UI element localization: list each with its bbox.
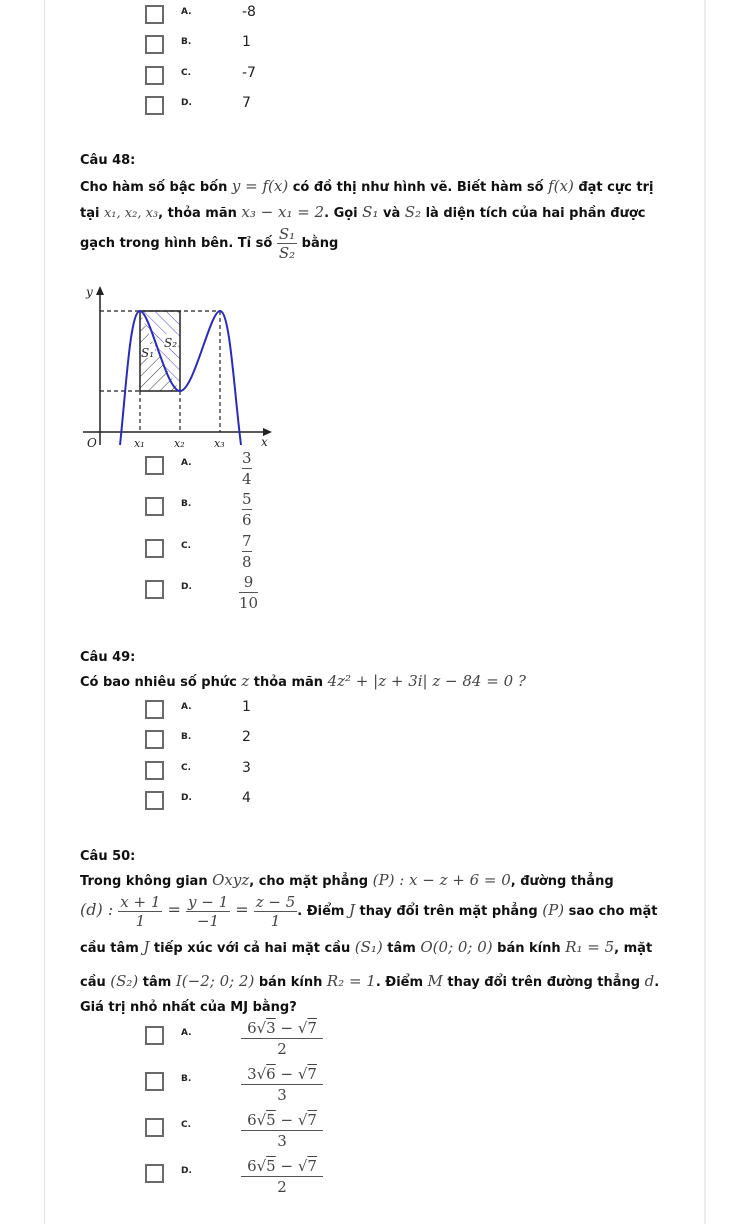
option-label: B.: [181, 499, 192, 509]
text: , cho mặt phẳng: [249, 874, 373, 889]
checkbox[interactable]: [145, 730, 164, 749]
math: y = f(x): [231, 177, 289, 195]
q50-text-line3: [80, 939, 652, 957]
text: gạch trong hình bên. Tỉ số: [80, 236, 277, 251]
text: bằng: [297, 236, 339, 251]
text: Cho hàm số bậc bốn: [80, 180, 232, 195]
numerator: 7: [242, 532, 252, 550]
denominator: −1: [186, 911, 230, 930]
text: .: [654, 975, 660, 990]
fraction: [277, 225, 297, 262]
q49-text-line1: [80, 673, 526, 691]
numerator: 6√3 − √7: [247, 1019, 317, 1037]
checkbox[interactable]: [145, 1026, 164, 1045]
y-axis-arrow-icon: [96, 286, 104, 295]
option-value: 1: [242, 699, 251, 715]
x2-label: x₂: [174, 437, 185, 450]
math: f(x): [548, 177, 574, 195]
text: Có bao nhiêu số phức: [80, 675, 242, 690]
minus: −: [275, 1065, 298, 1083]
math: (P) : x − z + 6 = 0: [372, 871, 511, 889]
checkbox[interactable]: [145, 5, 164, 24]
math: (P): [542, 901, 565, 919]
option-fraction: [239, 572, 258, 613]
s1-label: S₁: [141, 346, 155, 360]
checkbox[interactable]: [145, 66, 164, 85]
s2-label: S₂: [164, 336, 178, 350]
option-fraction: [241, 1018, 323, 1059]
numerator: 6√5 − √7: [247, 1111, 317, 1129]
q49-title: Câu 49:: [80, 650, 136, 665]
math: (S₁): [354, 938, 383, 956]
math: (S₂): [110, 972, 139, 990]
option-label: B.: [181, 1074, 192, 1084]
checkbox[interactable]: [145, 1118, 164, 1137]
fraction: [118, 893, 162, 930]
numerator: x + 1: [120, 893, 161, 911]
equals: =: [230, 900, 254, 919]
math: z: [241, 672, 250, 690]
text: là diện tích của hai phần được: [421, 206, 646, 221]
coef: 6: [247, 1157, 257, 1175]
radicand: 6: [266, 1065, 276, 1083]
option-fraction: [241, 1064, 323, 1105]
math: M: [427, 972, 443, 990]
q50-text-line4: [80, 973, 659, 991]
q48-text-line1: [80, 178, 653, 196]
text: bán kính: [492, 941, 566, 956]
text: , thỏa mãn: [158, 206, 242, 221]
text: cầu tâm: [80, 941, 144, 956]
radicand: 7: [307, 1111, 317, 1129]
denominator: 6: [242, 511, 252, 529]
denominator: 8: [242, 553, 252, 571]
math: (d) :: [80, 900, 119, 919]
coef: 3: [247, 1065, 257, 1083]
q48-text-line3: [80, 225, 338, 262]
x1-label: x₁: [134, 437, 145, 450]
minus: −: [275, 1111, 298, 1129]
option-value: -7: [242, 65, 256, 81]
q50-text-line5: Giá trị nhỏ nhất của MJ bằng?: [80, 1000, 297, 1015]
radicand: 5: [266, 1157, 276, 1175]
q48-title: Câu 48:: [80, 153, 136, 168]
option-label: A.: [181, 1028, 192, 1038]
math: x₁, x₂, x₃: [103, 206, 159, 221]
option-label: C.: [181, 68, 192, 78]
numerator: 5: [242, 490, 252, 508]
text: . Gọi: [324, 206, 363, 221]
fraction: [186, 893, 230, 930]
option-label: D.: [181, 582, 192, 592]
radicand: 7: [307, 1065, 317, 1083]
text: Trong không gian: [80, 874, 213, 889]
math: O(0; 0; 0): [420, 938, 493, 956]
text: bán kính: [254, 975, 327, 990]
denominator: 1: [254, 911, 298, 930]
origin-label: O: [87, 436, 97, 450]
option-value: 4: [242, 790, 251, 806]
denominator: 2: [241, 1038, 323, 1059]
x3-label: x₃: [214, 437, 225, 450]
checkbox[interactable]: [145, 1164, 164, 1183]
option-label: A.: [181, 7, 192, 17]
option-fraction: [241, 1110, 323, 1151]
denominator: 1: [118, 911, 162, 930]
minus: −: [275, 1157, 298, 1175]
option-label: C.: [181, 1120, 192, 1130]
radicand: 7: [307, 1019, 317, 1037]
text: , đường thẳng: [510, 874, 614, 889]
checkbox[interactable]: [145, 761, 164, 780]
function-graph: [78, 280, 278, 450]
q50-text-line2: [80, 893, 658, 930]
numerator: 3: [242, 449, 252, 467]
option-fraction: [242, 531, 252, 572]
text: cầu: [80, 975, 111, 990]
math: J: [348, 901, 355, 919]
text: . Điểm: [375, 975, 428, 990]
y-label: y: [86, 285, 93, 299]
denominator: 10: [239, 594, 259, 612]
option-value: 1: [242, 34, 251, 50]
text: thay đổi trên mặt phẳng: [354, 904, 543, 919]
checkbox[interactable]: [145, 1072, 164, 1091]
denominator: 4: [242, 470, 252, 488]
option-label: D.: [181, 793, 192, 803]
option-label: B.: [181, 37, 192, 47]
numerator: 9: [243, 573, 254, 591]
option-fraction: [242, 448, 252, 489]
checkbox[interactable]: [145, 580, 164, 599]
radicand: 5: [266, 1111, 276, 1129]
math: x₃ − x₁ = 2: [241, 203, 325, 221]
option-label: A.: [181, 702, 192, 712]
text: sao cho mặt: [564, 904, 658, 919]
denominator: 3: [241, 1084, 323, 1105]
checkbox[interactable]: [145, 96, 164, 115]
text: tâm: [382, 941, 421, 956]
math: S₂: [404, 203, 422, 221]
checkbox[interactable]: [145, 497, 164, 516]
minus: −: [275, 1019, 298, 1037]
option-value: 3: [242, 760, 251, 776]
option-value: 2: [242, 729, 251, 745]
text: có đồ thị như hình vẽ. Biết hàm số: [288, 180, 549, 195]
option-label: C.: [181, 541, 192, 551]
coef: 6: [247, 1111, 257, 1129]
q48-text-line2: [80, 204, 645, 222]
checkbox[interactable]: [145, 35, 164, 54]
equals: =: [162, 900, 186, 919]
math: 4z² + |z + 3i| z − 84 = 0 ?: [327, 672, 526, 690]
q50-text-line1: [80, 872, 614, 890]
option-label: D.: [181, 1166, 192, 1176]
text: , mặt: [614, 941, 653, 956]
math: J: [143, 938, 150, 956]
numerator: S₁: [278, 225, 296, 243]
numerator: 3√6 − √7: [247, 1065, 317, 1083]
option-label: A.: [181, 458, 192, 468]
option-value: -8: [242, 4, 256, 20]
math: R₂ = 1: [326, 972, 376, 990]
numerator: 6√5 − √7: [247, 1157, 317, 1175]
option-label: D.: [181, 98, 192, 108]
math: R₁ = 5: [565, 938, 615, 956]
coef: 6: [247, 1019, 257, 1037]
fraction: [254, 893, 298, 930]
text: thỏa mãn: [249, 675, 328, 690]
math: Oxyz: [212, 871, 250, 889]
checkbox[interactable]: [145, 456, 164, 475]
checkbox[interactable]: [145, 791, 164, 810]
option-label: B.: [181, 732, 192, 742]
x-label: x: [261, 435, 268, 449]
text: tiếp xúc với cả hai mặt cầu: [149, 941, 355, 956]
math: d: [644, 972, 655, 990]
option-fraction: [242, 489, 252, 530]
checkbox[interactable]: [145, 539, 164, 558]
denominator: 2: [241, 1176, 323, 1197]
text: . Điểm: [297, 904, 349, 919]
text: tâm: [138, 975, 176, 990]
q50-title: Câu 50:: [80, 849, 136, 864]
option-value: 7: [242, 95, 251, 111]
math: S₁: [362, 203, 379, 221]
checkbox[interactable]: [145, 700, 164, 719]
text: đạt cực trị: [573, 180, 654, 195]
denominator: S₂: [278, 244, 296, 262]
radicand: 7: [307, 1157, 317, 1175]
radicand: 3: [266, 1019, 276, 1037]
denominator: 3: [241, 1130, 323, 1151]
numerator: y − 1: [187, 893, 229, 911]
math: I(−2; 0; 2): [175, 972, 255, 990]
option-label: C.: [181, 763, 192, 773]
numerator: z − 5: [255, 893, 296, 911]
text: tại: [80, 206, 104, 221]
text: thay đổi trên đường thẳng: [442, 975, 645, 990]
option-fraction: [241, 1156, 323, 1197]
text: và: [378, 206, 405, 221]
